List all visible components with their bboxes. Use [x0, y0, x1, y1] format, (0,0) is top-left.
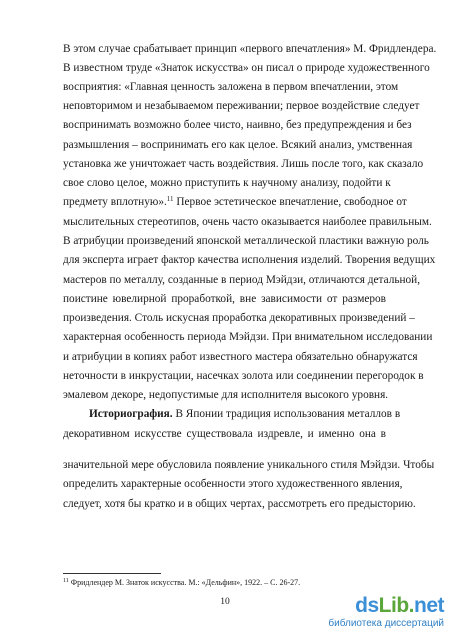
watermark-logo	[294, 595, 444, 617]
text-line: размышления – воспринимать его как целое. Всякий анализ, умственная	[63, 139, 413, 151]
text-line: значительной мере обусловила появление уникального стиля Мэйдзи. Чтобы	[63, 459, 435, 471]
text-line: В этом случае срабатывает принцип «первого впечатления» М. Фридлендера.	[63, 43, 437, 55]
text-line: эмалевом декоре, недопустимые для исполнителя высокого уровня.	[63, 389, 389, 401]
footnote-reference[interactable]: 11	[166, 195, 174, 203]
text-line: и атрибуции в копиях работ известного мастера обязательно обнаружатся	[63, 351, 418, 363]
text-segment: Первое эстетическое впечатление, свободное от	[173, 196, 407, 208]
watermark	[294, 595, 444, 630]
footnote-divider	[63, 573, 161, 574]
text-line: произведения. Столь искусная проработка декоративных произведений –	[63, 312, 415, 324]
text-line: В атрибуции произведений японской металлической пластики важную роль	[63, 235, 429, 247]
logo-dot: .	[408, 594, 414, 617]
text-line: воспринимать возможно более чисто, наивно, без предупреждения и без	[63, 119, 412, 131]
quote-end: предмету вплотную».	[63, 196, 167, 208]
text-line: В известном труде «Знаток искусства» он писал о природе художественного	[63, 62, 430, 74]
text-segment: В Японии традиция использования металлов в	[172, 408, 401, 420]
text-line: свое слово целое, можно приступить к научному анализу, подойти к	[63, 177, 391, 189]
section-heading: Историография.	[89, 408, 173, 420]
watermark-caption: библиотека диссертаций	[328, 618, 444, 629]
text-line: для эксперта играет фактор качества исполнения изделий. Творения ведущих	[63, 254, 436, 266]
text-line: установка же уничтожает часть воздействия. Лишь после того, как сказало	[63, 158, 424, 170]
logo-lib: Lib	[378, 594, 409, 617]
footnote-text: Фридлендер М. Знаток искусства. М.: «Дельфин», 1922. – С. 26-27.	[68, 578, 301, 587]
text-line: поистине ювелирной проработкой, вне зависимости от размеров	[63, 293, 386, 305]
text-line	[63, 195, 407, 209]
page-number: 10	[220, 597, 230, 607]
text-line: следует, хотя бы кратко и в общих чертах, рассмотреть его предысторию.	[63, 498, 416, 510]
text-line: мыслительных стереотипов, очень часто оказывается наиболее правильным.	[63, 216, 432, 228]
text-line: неповторимом и незабываемом переживании; первое воздействие следует	[63, 100, 420, 112]
text-line: декоративном искусстве существовала издревле, и именно она в	[63, 428, 386, 440]
footnote	[63, 577, 363, 589]
text-line	[89, 408, 401, 421]
footnote-number: 11	[63, 578, 69, 584]
text-line: характерная особенность периода Мэйдзи. При внимательном исследовании	[63, 331, 433, 343]
text-line: определить характерные особенности этого художественного явления,	[63, 478, 403, 490]
text-line: неточности в инкрустации, насечках золота или соединении перегородок в	[63, 370, 424, 382]
logo-net: net	[414, 594, 444, 617]
text-line: восприятия: «Главная ценность заложена в первом впечатлении, этом	[63, 81, 399, 93]
text-line: мастеров по металлу, созданные в период Мэйдзи, отличаются детальной,	[63, 274, 421, 286]
logo-ds: ds	[355, 594, 379, 617]
